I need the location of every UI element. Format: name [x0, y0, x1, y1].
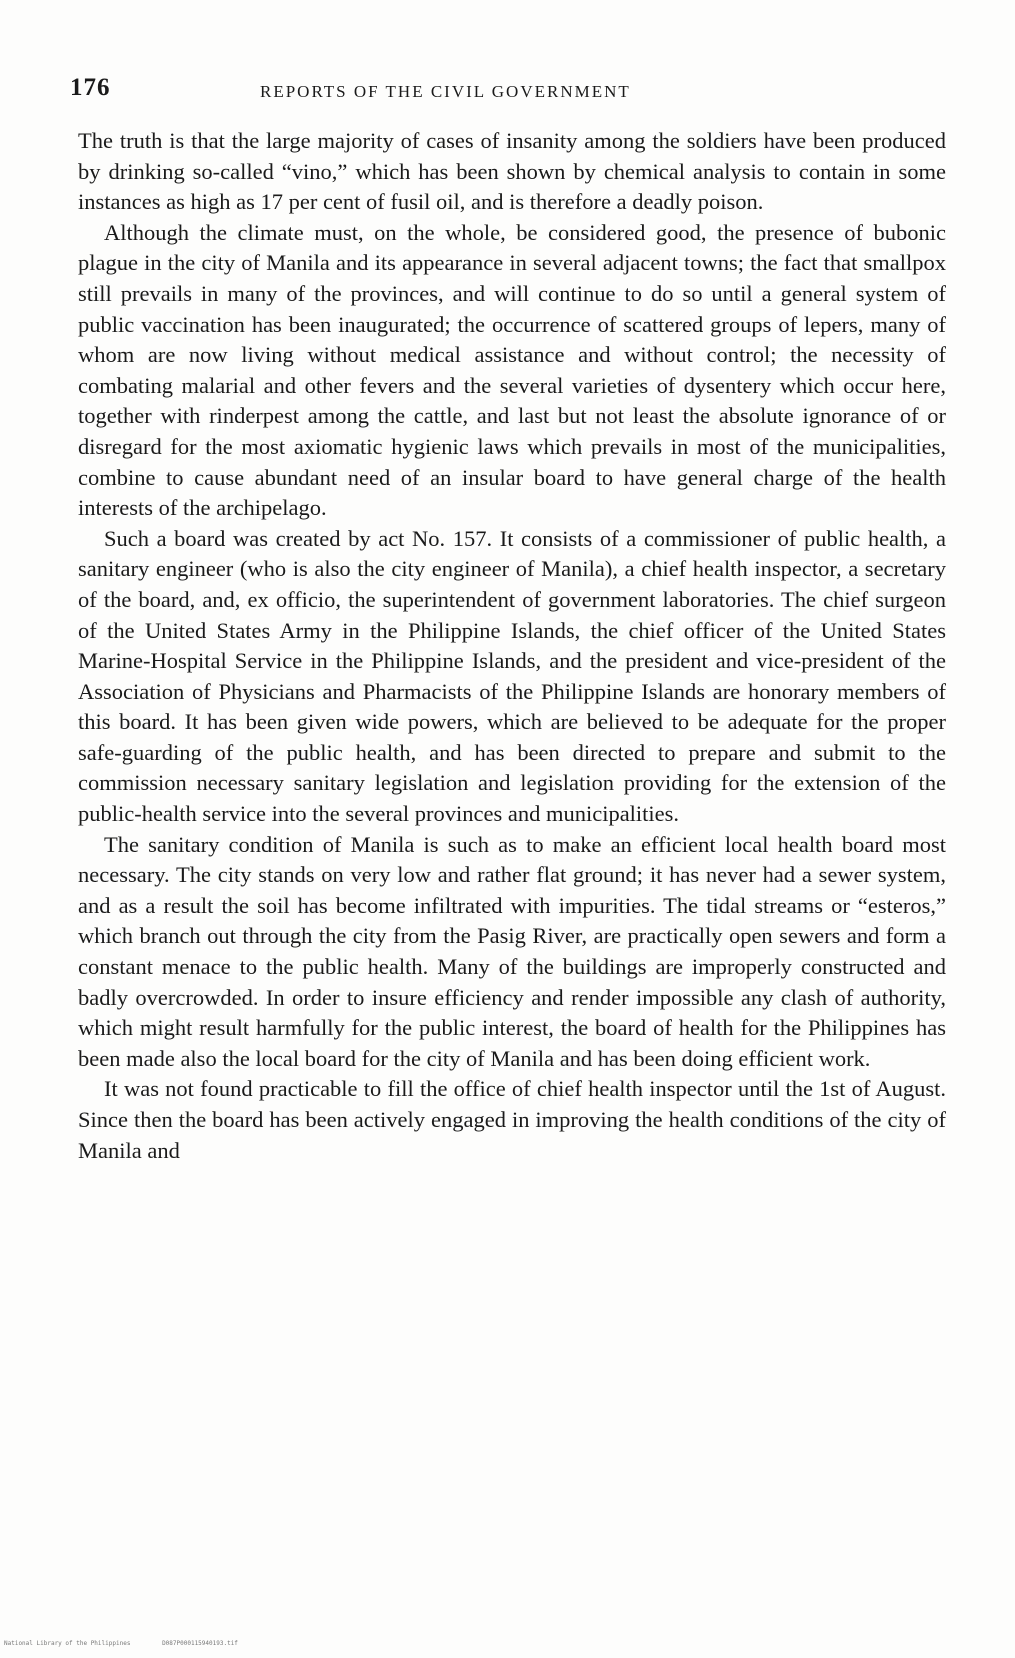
paragraph-3: Such a board was created by act No. 157. It consists of a commissioner of public health, a sanitary engineer (who is also the city engineer of Manila), a chief health inspector, a secretary of the board, and, ex officio, the superintendent of government laboratories. The chief surgeon of the United States Army in the Philippine Islands, the chief officer of the United States Marine-Hospital Service in the Philippine Islands, and the president and vice-president of the Association of Physicians and Pharmacists of the Philippine Islands are honorary members of this board. It has been given wide powers, which are believed to be adequate for the proper safe-guarding of the public health, and has been directed to prepare and submit to the commission necessary sanitary legislation and legislation providing for the extension of the public-health service into the several provinces and municipalities. — [78, 525, 946, 827]
paragraph-2: Although the climate must, on the whole, be considered good, the presence of bubonic plague in the city of Manila and its appearance in several adjacent towns; the fact that smallpox still prevails in many of the provinces, and will continue to do so until a general system of public vaccination has been inaugurated; the occurrence of scattered groups of lepers, many of whom are now living without medical assistance and without control; the necessity of combating malarial and other fevers and the several varieties of dysentery which occur here, together with rinderpest among the cattle, and last but not least the absolute ignorance of or disregard for the most axiomatic hygienic laws which prevails in most of the municipalities, combine to cause abundant need of an insular board to have general charge of the health interests of the archipelago. — [78, 219, 946, 521]
paragraph-5: It was not found practicable to fill the office of chief health inspector until the 1st of August. Since then the board has been actively engaged in improving the health conditions of the city of Manila and — [78, 1076, 946, 1163]
paragraph-4: The sanitary condition of Manila is such as to make an efficient local health board most necessary. The city stands on very low and rather flat ground; it has never had a sewer system, and as a result the soil has become infiltrated with impurities. The tidal streams or “esteros,” which branch out through the city from the Pasig River, are practically open sewers and form a constant menace to the public health. Many of the buildings are improperly constructed and badly overcrowded. In order to insure efficiency and render impossible any clash of authority, which might result harmfully for the public interest, the board of health for the Philippines has been made also the local board for the city of Manila and has been doing efficient work. — [78, 831, 946, 1071]
library-credit: National Library of the Philippines — [4, 1640, 131, 1647]
file-id: D087P000115940193.tif — [162, 1640, 238, 1647]
paragraph-1: The truth is that the large majority of cases of insanity among the soldiers have been produced by drinking so-called “vino,” which has been shown by chemical analysis to contain in some instances as high as 17 per cent of fusil oil, and is therefore a deadly poison. — [78, 128, 946, 215]
page-header — [70, 74, 950, 114]
running-head: REPORTS OF THE CIVIL GOVERNMENT — [260, 82, 631, 101]
body-text — [78, 126, 946, 1166]
page-number: 176 — [70, 74, 111, 101]
scan-footer — [4, 1640, 404, 1647]
